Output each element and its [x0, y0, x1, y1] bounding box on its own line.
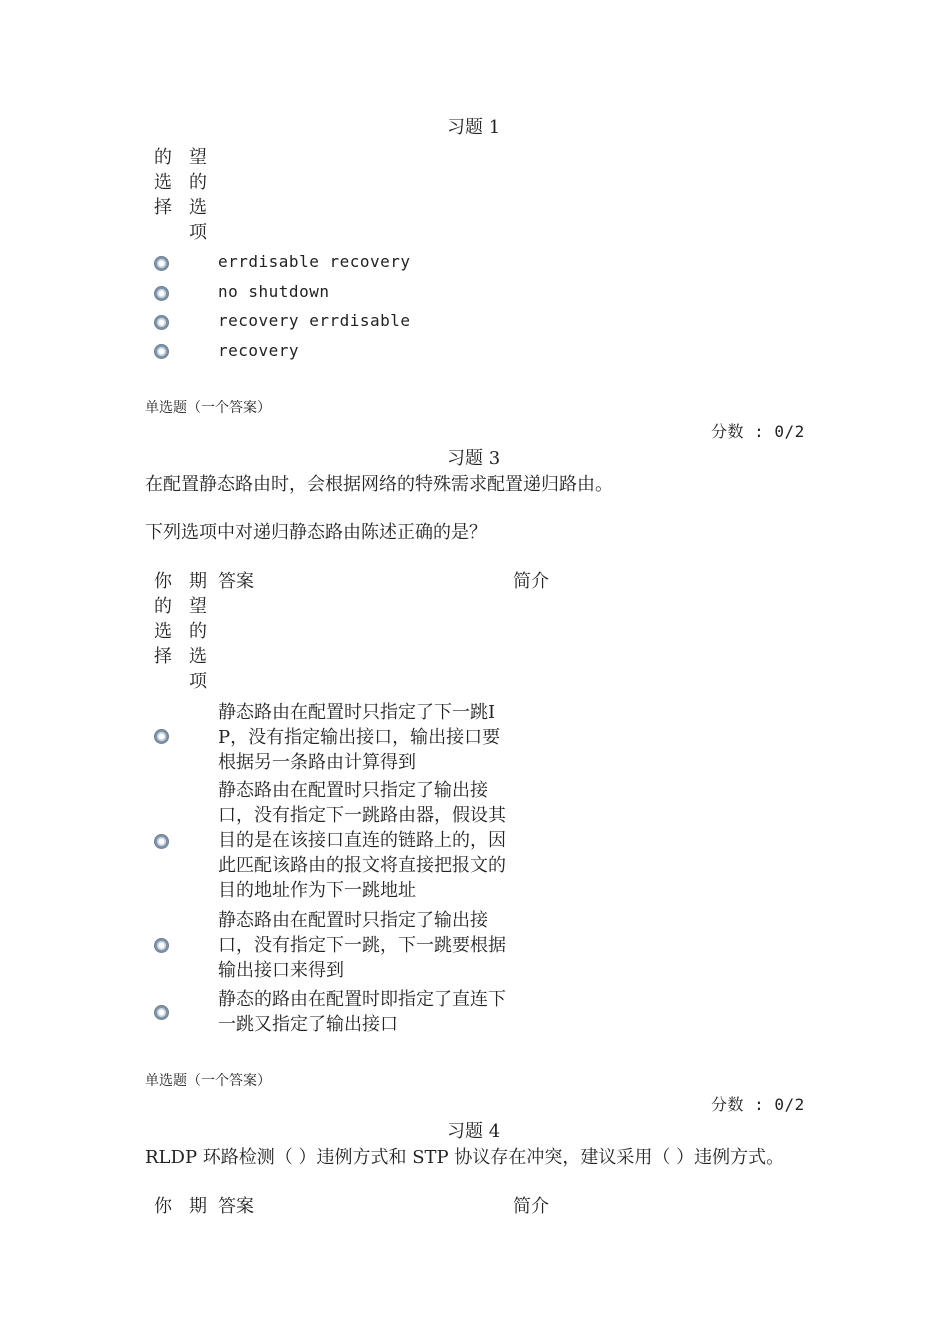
option-label: 静态路由在配置时只指定了下一跳IP，没有指定输出接口，输出接口要根据另一条路由计算得到: [218, 702, 501, 773]
question-type-label: 单选题（一个答案）: [145, 1073, 271, 1089]
option-label: no shutdown: [218, 282, 330, 301]
question-type-label: 单选题（一个答案）: [145, 400, 271, 416]
option-radio[interactable]: [154, 286, 169, 301]
option-radio[interactable]: [154, 315, 169, 330]
option-radio[interactable]: [154, 256, 169, 271]
option-label: 静态的路由在配置时即指定了直连下一跳又指定了输出接口: [218, 989, 506, 1035]
question-score: 分数 : 0/2: [711, 1095, 805, 1114]
header-expected-option: 望的选项: [189, 147, 207, 243]
header-expected-option: 期望的选项: [189, 571, 207, 692]
question-text: 在配置静态路由时，会根据网络的特殊需求配置递归路由。: [145, 474, 613, 495]
option-label: recovery errdisable: [218, 311, 411, 330]
option-label: recovery: [218, 341, 300, 360]
question-4-title: 习题 4: [447, 1121, 501, 1142]
header-your-choice: 你的选择: [154, 571, 172, 667]
header-intro: 简介: [513, 571, 549, 592]
question-text: RLDP 环路检测（ ）违例方式和 STP 协议存在冲突，建议采用（ ）违例方式。: [145, 1147, 785, 1168]
option-radio[interactable]: [154, 344, 169, 359]
question-3-title: 习题 3: [447, 448, 501, 469]
option-label: errdisable recovery: [218, 252, 411, 271]
question-1-title: 习题 1: [447, 117, 501, 138]
header-answer: 答案: [218, 1196, 254, 1217]
header-your-choice: 你: [154, 1196, 172, 1217]
option-label: 静态路由在配置时只指定了输出接口，没有指定下一跳，下一跳要根据输出接口来得到: [218, 910, 506, 981]
option-radio[interactable]: [154, 834, 169, 849]
question-text-line2: 下列选项中对递归静态路由陈述正确的是？: [145, 522, 487, 543]
header-expected-option: 期: [189, 1196, 207, 1217]
question-score: 分数 : 0/2: [711, 422, 805, 441]
header-answer: 答案: [218, 571, 254, 592]
option-radio[interactable]: [154, 1005, 169, 1020]
option-label: 静态路由在配置时只指定了输出接口，没有指定下一跳路由器，假设其目的是在该接口直连的链路上的，因此匹配该路由的报文将直接把报文的目的地址作为下一跳地址: [218, 780, 506, 901]
header-your-choice: 的选择: [154, 147, 172, 218]
header-intro: 简介: [513, 1196, 549, 1217]
option-radio[interactable]: [154, 938, 169, 953]
option-radio[interactable]: [154, 729, 169, 744]
